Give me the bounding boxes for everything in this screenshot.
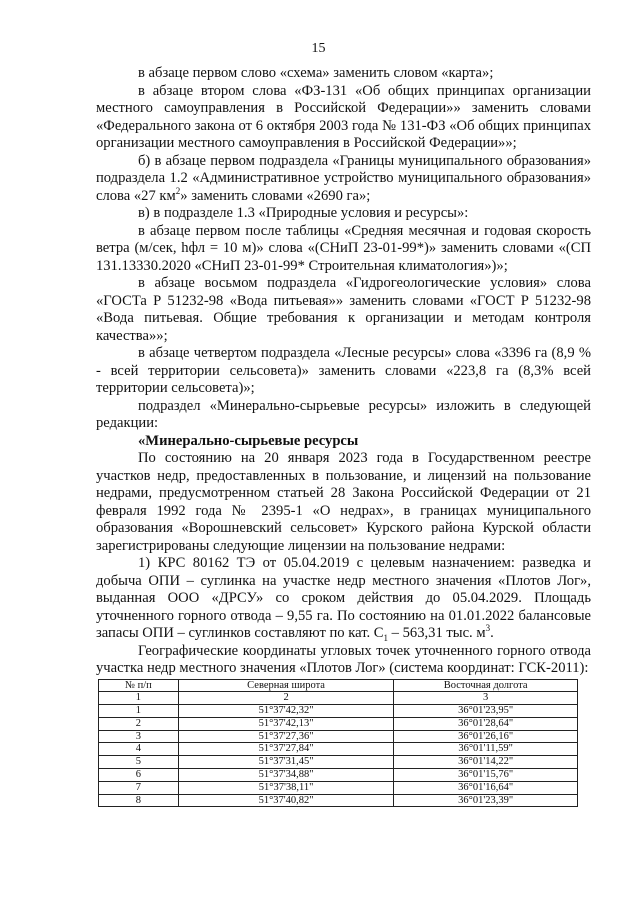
- paragraph-area: [96, 153, 591, 206]
- coordinates-table-wrap: [96, 679, 591, 808]
- text-run: » заменить словами «2690 га»;: [180, 187, 371, 204]
- table-cell: 8: [99, 794, 179, 807]
- table-cell: 36°01'28,64": [394, 717, 578, 730]
- table-cell: 51°37'42,32": [178, 705, 394, 718]
- table-cell: 6: [99, 769, 179, 782]
- table-row: [99, 769, 578, 782]
- numbering-cell: 3: [394, 692, 578, 705]
- numbering-cell: 2: [178, 692, 394, 705]
- table-cell: 51°37'38,11": [178, 781, 394, 794]
- table-row: [99, 781, 578, 794]
- table-cell: 36°01'23,95": [394, 705, 578, 718]
- table-cell: 36°01'15,76": [394, 769, 578, 782]
- table-header-row: [99, 679, 578, 692]
- paragraph: в абзаце втором слова «ФЗ-131 «Об общих принципах организации местного самоуправления в Российской Федерации»» заменить словами «Федерального закона от 6 октября 2003 года № 131-ФЗ «Об общих принципах организации местного самоуправления в Российской Федерации»»;: [96, 82, 591, 151]
- table-cell: 36°01'16,64": [394, 781, 578, 794]
- text-run: .: [490, 625, 494, 641]
- table-cell: 36°01'14,22": [394, 756, 578, 769]
- table-cell: 51°37'40,82": [178, 794, 394, 807]
- paragraph: Географические координаты угловых точек уточненного горного отвода участка недр местного значения «Плотов Лог» (система координат: ГСК-2011):: [96, 642, 591, 676]
- table-cell: 36°01'26,16": [394, 730, 578, 743]
- table-row: [99, 756, 578, 769]
- header-cell: Северная широта: [178, 679, 394, 692]
- text-run: – 563,31 тыс. м: [388, 625, 486, 641]
- table-cell: 51°37'27,36": [178, 730, 394, 743]
- table-cell: 36°01'23,39": [394, 794, 578, 807]
- paragraph: в абзаце восьмом подраздела «Гидрогеологические условия» слова «ГОСТа Р 51232-98 «Вода питьевая»» заменить словами «ГОСТ Р 51232-98 «Вода питьевая. Общие требования к организации и методам контроля качества»»;: [96, 275, 591, 344]
- subscript: 1: [383, 632, 389, 643]
- table-cell: 51°37'31,45": [178, 756, 394, 769]
- header-cell: Восточная долгота: [394, 679, 578, 692]
- table-numbering-row: [99, 692, 578, 705]
- table-cell: 1: [99, 705, 179, 718]
- paragraph: в абзаце первом после таблицы «Средняя месячная и годовая скорость ветра (м/сек, hфл = 10 м)» слова «(СНиП 23-01-99*)» заменить словами «(СП 131.13330.2020 «СНиП 23-01-99* Строительная климатология»)»;: [96, 222, 591, 274]
- table-cell: 51°37'34,88": [178, 769, 394, 782]
- superscript: 2: [175, 185, 181, 196]
- paragraph: в абзаце четвертом подраздела «Лесные ресурсы» слова «3396 га (8,9 % - всей территории сельсовета)» заменить словами «223,8 га (8,3% всей территории сельсовета)»;: [96, 345, 591, 396]
- document-body: [96, 65, 591, 807]
- table-cell: 51°37'27,84": [178, 743, 394, 756]
- table-cell: 5: [99, 756, 179, 769]
- table-row: [99, 705, 578, 718]
- table-row: [99, 717, 578, 730]
- page-number: 15: [311, 41, 326, 56]
- table-row: [99, 743, 578, 756]
- table-cell: 36°01'11,59": [394, 743, 578, 756]
- superscript: 3: [485, 623, 491, 634]
- table-cell: 2: [99, 717, 179, 730]
- table-row: [99, 794, 578, 807]
- section-heading: «Минерально-сырьевые ресурсы: [138, 432, 359, 449]
- numbering-cell: 1: [99, 692, 179, 705]
- text-run: б) в абзаце первом подраздела «Границы муниципального образования» подраздела 1.2 «Административное устройство муниципального образования» слова «27 км: [96, 152, 591, 204]
- paragraph: в абзаце первом слово «схема» заменить словом «карта»;: [138, 65, 494, 81]
- text-run: 1) КРС 80162 ТЭ от 05.04.2019 с целевым назначением: разведка и добыча ОПИ – суглинка на участке недр местного значения «Плотов Лог», выданная ООО «ДРСУ» со сроком действия до 05.04.2029. Площадь уточненного горного отвода – 9,55 га. По состоянию на 01.01.2022 балансовые запасы ОПИ – суглинков составляют по кат. С: [96, 555, 591, 641]
- table-cell: 7: [99, 781, 179, 794]
- paragraph: в) в подразделе 1.3 «Природные условия и ресурсы»:: [138, 205, 469, 221]
- table-row: [99, 730, 578, 743]
- table-cell: 51°37'42,13": [178, 717, 394, 730]
- table-cell: 3: [99, 730, 179, 743]
- paragraph: По состоянию на 20 января 2023 года в Государственном реестре участков недр, предоставленных в пользование, и лицензий на пользование недрами, предусмотренном статьей 28 Закона Российской Федерации от 21 февраля 1992 года № 2395-1 «О недрах», в границах муниципального образования «Ворошневский сельсовет» Курского района Курской области зарегистрированы следующие лицензии на пользование недрами:: [96, 450, 591, 554]
- header-cell: № п/п: [99, 679, 179, 692]
- coordinates-table: [98, 679, 578, 808]
- paragraph-license: [96, 555, 591, 643]
- paragraph: подраздел «Минерально-сырьевые ресурсы» изложить в следующей редакции:: [96, 397, 591, 431]
- table-cell: 4: [99, 743, 179, 756]
